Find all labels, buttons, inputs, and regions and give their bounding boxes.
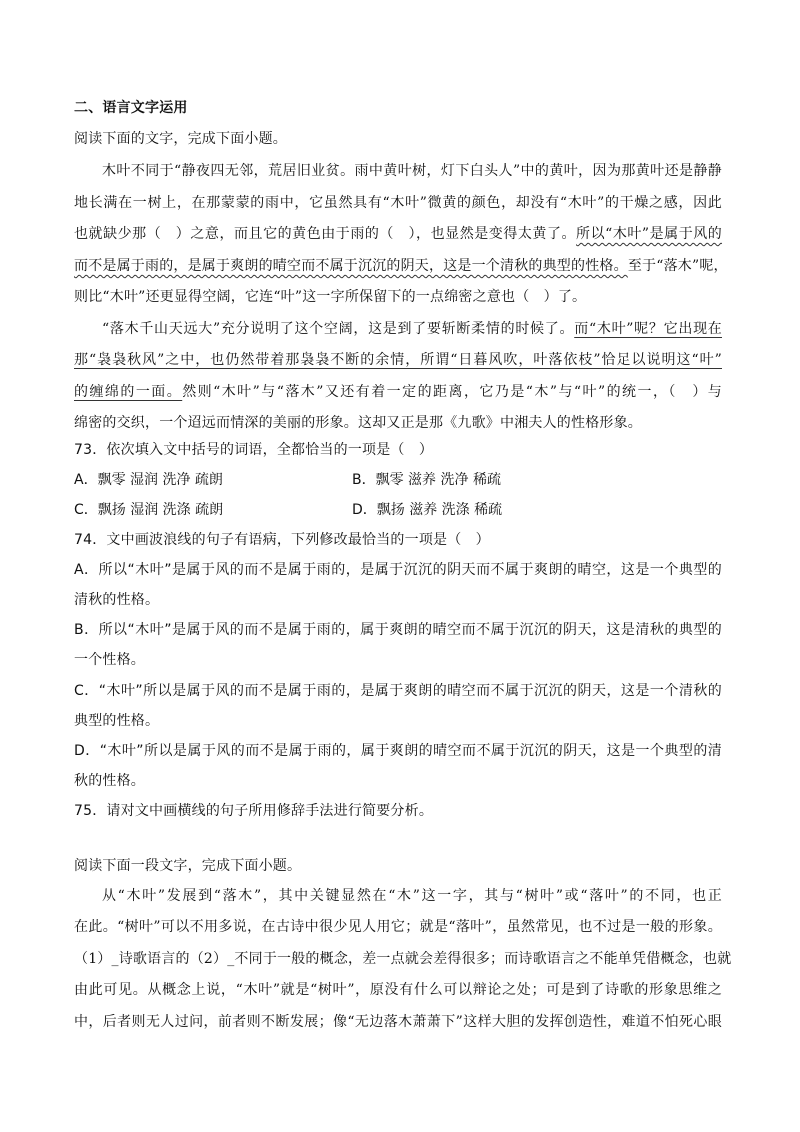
- straight-underlined-sentence-end: 的缠绵的一面。: [74, 384, 183, 400]
- passage1-p1-line2: 地长满在一树上，在那蒙蒙的雨中，它虽然具有“木叶”微黄的颜色，却没有“木叶”的干燥之感，因此: [74, 195, 722, 211]
- q73-option-c[interactable]: C．飘扬 湿润 洗涤 疏朗: [74, 502, 224, 518]
- passage2-line4: 由此可见。从概念上说，“木叶”就是“树叶”，原没有什么可以辩论之处；可是到了诗歌的形象思维之: [74, 982, 722, 998]
- section-heading: 二、语言文字运用: [74, 100, 188, 116]
- q74-option-a-line2[interactable]: 清秋的性格。: [74, 592, 160, 608]
- q74-option-c-line2[interactable]: 典型的性格。: [74, 713, 160, 729]
- passage1-p2-line1: [102, 319, 722, 339]
- passage1-p2-line3: [74, 382, 722, 402]
- passage1-p1-line4-text: 至于“落木”呢，: [627, 258, 728, 274]
- passage2-line3: （1）_诗歌语言的（2）_不同于一般的概念，差一点就会差得很多；而诗歌语言之不能单凭借概念，也就: [74, 951, 732, 967]
- passage2-instruction: 阅读下面一段文字，完成下面小题。: [74, 858, 302, 874]
- passage2-line5: 中，后者则无人过问，前者则不断发展；像“无边落木萧萧下”这样大胆的发挥创造性，难道不怕死心眼: [74, 1014, 722, 1030]
- q73-options-row1: [74, 470, 734, 490]
- q74-option-a-line1[interactable]: A．所以“木叶”是属于风的而不是属于雨的，是属于沉沉的阴天而不属于爽朗的晴空，这是一个典型的: [74, 562, 722, 578]
- passage1-p1-line4: [74, 256, 728, 276]
- q74-stem: 74．文中画波浪线的句子有语病，下列修改最恰当的一项是（ ）: [74, 532, 490, 548]
- passage1-p2-line2: [74, 350, 722, 370]
- wavy-underlined-sentence-cont: 而不是属于雨的，是属于爽朗的晴空而不属于沉沉的阴天，这是一个清秋的典型的性格。: [74, 258, 628, 274]
- q75-stem: 75．请对文中画横线的句子所用修辞手法进行简要分析。: [74, 803, 434, 819]
- q73-options-row2: [74, 500, 734, 520]
- q73-option-a[interactable]: A．飘零 湿润 洗净 疏朗: [74, 472, 223, 488]
- passage1-p2-line3-text: 然则“木叶”与“落木”又还有着一定的距离，它乃是“木”与“叶”的统一，（ ）与: [182, 384, 722, 400]
- q74-option-b-line2[interactable]: 一个性格。: [74, 652, 145, 668]
- passage2-line1: 从“木叶”发展到“落木”，其中关键显然在“木”这一字，其与“树叶”或“落叶”的不同，也正: [102, 888, 722, 904]
- q73-option-b[interactable]: B．飘零 滋养 洗净 稀疏: [352, 472, 501, 488]
- q74-option-d-line2[interactable]: 秋的性格。: [74, 773, 145, 789]
- q74-option-d-line1[interactable]: D．“木叶”所以是属于风的而不是属于雨的，属于爽朗的晴空而不属于沉沉的阴天，这是一个典型的清: [74, 743, 722, 759]
- straight-underlined-sentence: 而“木叶”呢？它出现在: [574, 321, 722, 337]
- wavy-underlined-sentence: 所以“木叶”是属于风的: [576, 226, 723, 242]
- q73-option-d[interactable]: D．飘扬 滋养 洗涤 稀疏: [352, 502, 503, 518]
- straight-underlined-sentence-cont: 那“袅袅秋风”之中，也仍然带着那袅袅不断的余情，所谓“日暮风吹，叶落依枝”恰足以说明这“叶”: [74, 352, 722, 368]
- q74-option-b-line1[interactable]: B．所以“木叶”是属于风的而不是属于雨的，属于爽朗的晴空而不属于沉沉的阴天，这是清秋的典型的: [74, 622, 722, 638]
- passage1-p1-line5: 则比“木叶”还更显得空阔，它连“叶”这一字所保留下的一点绵密之意也（ ）了。: [74, 289, 587, 305]
- passage1-p2-line1-text: “落木千山天远大”充分说明了这个空阔，这是到了要斩断柔情的时候了。: [102, 321, 575, 337]
- passage1-instruction: 阅读下面的文字，完成下面小题。: [74, 131, 287, 147]
- passage1-p2-line4: 绵密的交织，一个迢远而情深的美丽的形象。这却又正是那《九歌》中湘夫人的性格形象。: [74, 415, 642, 431]
- passage1-p1-line3: [74, 224, 722, 244]
- q74-option-c-line1[interactable]: C．“木叶”所以是属于风的而不是属于雨的，是属于爽朗的晴空而不属于沉沉的阴天，这是一个清秋的: [74, 683, 722, 699]
- q73-stem: 73．依次填入文中括号的词语，全都恰当的一项是（ ）: [74, 442, 434, 458]
- passage2-line2: 在此。“树叶”可以不用多说，在古诗中很少见人用它；就是“落叶”，虽然常见，也不过是一般的形象。: [74, 919, 722, 935]
- passage1-p1-line3-text: 也就缺少那（ ）之意，而且它的黄色由于雨的（ ），也显然是变得太黄了。: [74, 226, 577, 242]
- passage1-p1-line1: 木叶不同于“静夜四无邻，荒居旧业贫。雨中黄叶树，灯下白头人”中的黄叶，因为那黄叶还是静静: [102, 163, 722, 179]
